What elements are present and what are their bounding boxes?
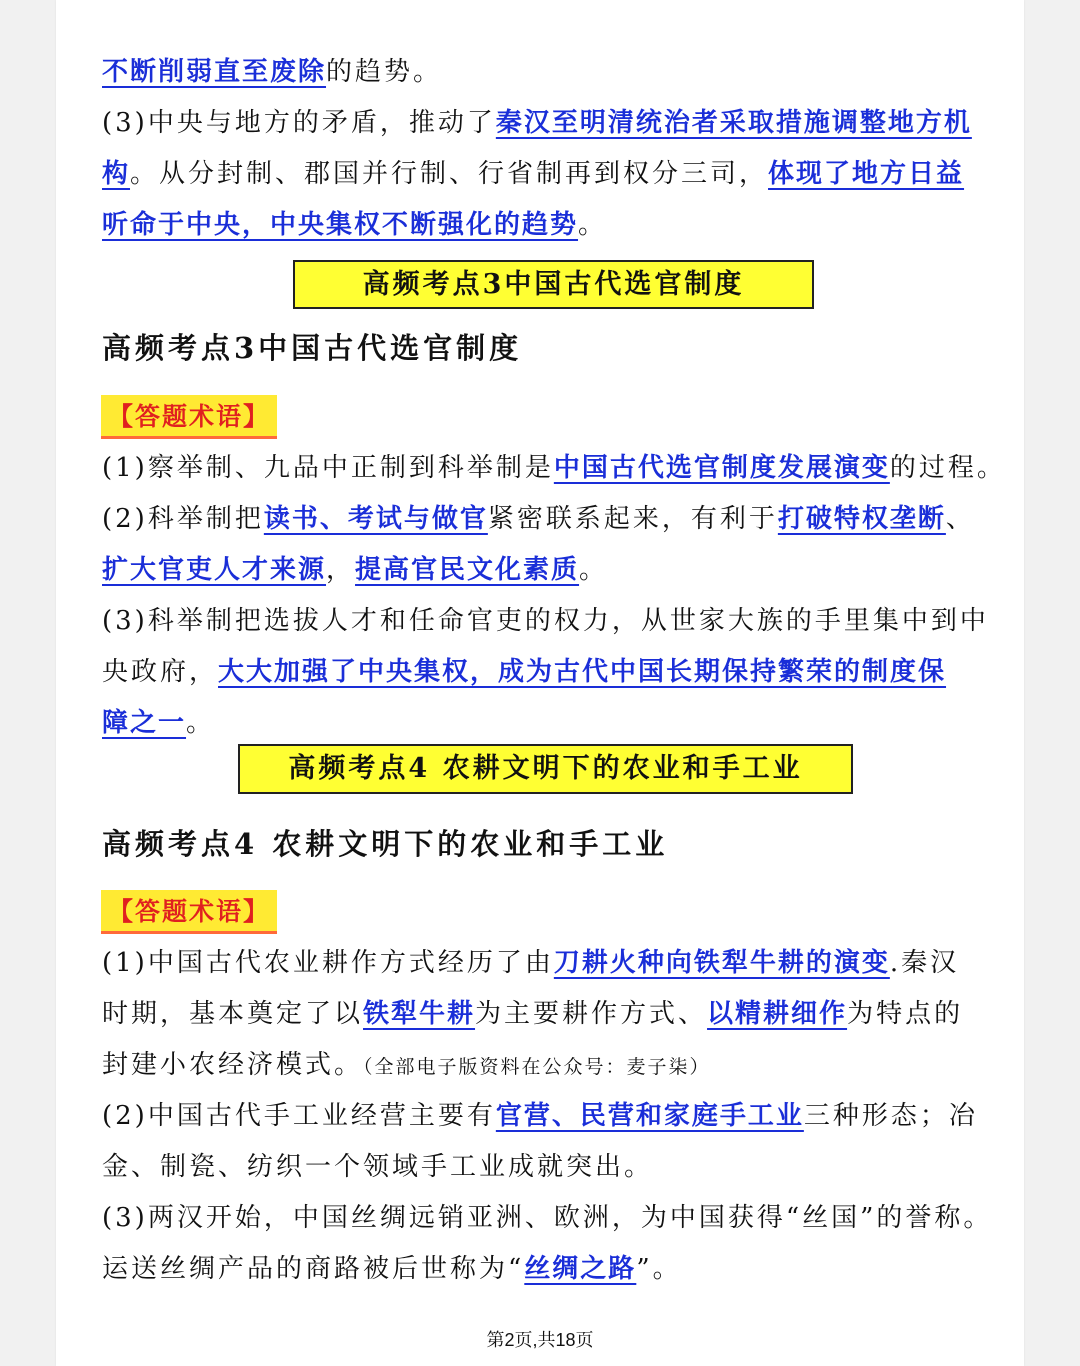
text-run: (2)科举制把: [102, 504, 264, 534]
text-run: 。: [186, 708, 216, 738]
text-run: (3)科举制把选拔人才和任命官吏的权力，从世家大族的手里集中到中: [102, 606, 989, 636]
text-run: 时期，基本奠定了以: [102, 999, 364, 1029]
text-run: 的过程。: [889, 453, 1006, 483]
keyword-highlight: 中国古代选官制度发展演变: [553, 453, 890, 483]
page-number: 第2页,共18页: [486, 1330, 594, 1350]
text-run: (3)中央与地方的矛盾，推动了: [102, 108, 496, 138]
text-run: 运送丝绸产品的商路被后世称为“: [102, 1254, 525, 1284]
text-run: ，: [326, 555, 356, 585]
text-line: [102, 1252, 682, 1286]
text-line: [102, 706, 215, 740]
text-run: (1)察举制、九品中正制到科举制是: [102, 453, 554, 483]
text-line: [102, 502, 975, 536]
keyword-highlight: 铁犁牛耕: [363, 999, 476, 1029]
text-line: [102, 553, 608, 587]
keyword-highlight: 刀耕火种向铁犁牛耕的演变: [553, 948, 890, 978]
text-line: [102, 208, 607, 242]
source-note: （全部电子版资料在公众号：麦子柒）: [363, 1056, 711, 1078]
text-run: 的趋势。: [326, 57, 443, 87]
text-run: 。从分封制、郡国并行制、行省制再到权分三司，: [130, 159, 769, 189]
section-banner: 高频考点4 农耕文明下的农业和手工业: [238, 744, 853, 794]
keyword-highlight: 听命于中央，中央集权不断强化的趋势: [102, 210, 579, 240]
text-line: [102, 1201, 992, 1235]
keyword-highlight: 构: [102, 159, 131, 189]
text-run: 封建小农经济模式。: [102, 1050, 364, 1080]
answer-terms-tag: 【答题术语】: [101, 890, 277, 934]
keyword-highlight: 秦汉至明清统治者采取措施调整地方机: [495, 108, 972, 138]
text-line: [102, 1099, 978, 1133]
text-run: 央政府，: [102, 657, 219, 687]
text-line: [102, 157, 964, 191]
keyword-highlight: 官营、民营和家庭手工业: [495, 1101, 804, 1131]
keyword-highlight: 大大加强了中央集权，成为古代中国长期保持繁荣的制度保: [218, 657, 947, 687]
text-run: 为特点的: [847, 999, 964, 1029]
keyword-highlight: 障之一: [102, 708, 187, 738]
text-line: [102, 604, 989, 638]
keyword-highlight: 以精耕细作: [707, 999, 848, 1029]
text-run: (3)两汉开始，中国丝绸远销亚洲、欧洲，为中国获得“丝国”的誉称。: [102, 1203, 993, 1233]
text-line: [102, 451, 1006, 485]
text-run: 。: [578, 210, 608, 240]
keyword-highlight: 体现了地方日益: [768, 159, 965, 189]
text-line: [102, 946, 959, 980]
text-run: (1)中国古代农业耕作方式经历了由: [102, 948, 554, 978]
keyword-highlight: 读书、考试与做官: [263, 504, 488, 534]
keyword-highlight: 提高官民文化素质: [355, 555, 580, 585]
section-banner: 高频考点3中国古代选官制度: [293, 260, 814, 309]
section-heading: 高频考点3中国古代选官制度: [102, 331, 523, 365]
keyword-highlight: 打破特权垄断: [777, 504, 946, 534]
text-run: 。: [579, 555, 609, 585]
text-line: [102, 655, 946, 689]
text-run: 紧密联系起来，有利于: [487, 504, 778, 534]
text-line: [102, 1048, 711, 1084]
answer-terms-tag: 【答题术语】: [101, 395, 277, 439]
keyword-highlight: 不断削弱直至废除: [102, 57, 327, 87]
text-run: 、: [945, 504, 975, 534]
text-run: 金、制瓷、纺织一个领域手工业成就突出。: [102, 1152, 654, 1182]
text-run: (2)中国古代手工业经营主要有: [102, 1101, 496, 1131]
text-line: [102, 106, 972, 140]
keyword-highlight: 扩大官吏人才来源: [102, 555, 327, 585]
text-run: ”。: [636, 1254, 682, 1284]
text-run: 为主要耕作方式、: [475, 999, 708, 1029]
text-line: [102, 55, 442, 89]
text-line: [102, 1150, 653, 1184]
text-run: .秦汉: [889, 948, 960, 978]
keyword-highlight: 丝绸之路: [524, 1254, 637, 1284]
text-line: [102, 997, 963, 1031]
section-heading: 高频考点4 农耕文明下的农业和手工业: [102, 827, 669, 861]
text-run: 三种形态；冶: [803, 1101, 978, 1131]
